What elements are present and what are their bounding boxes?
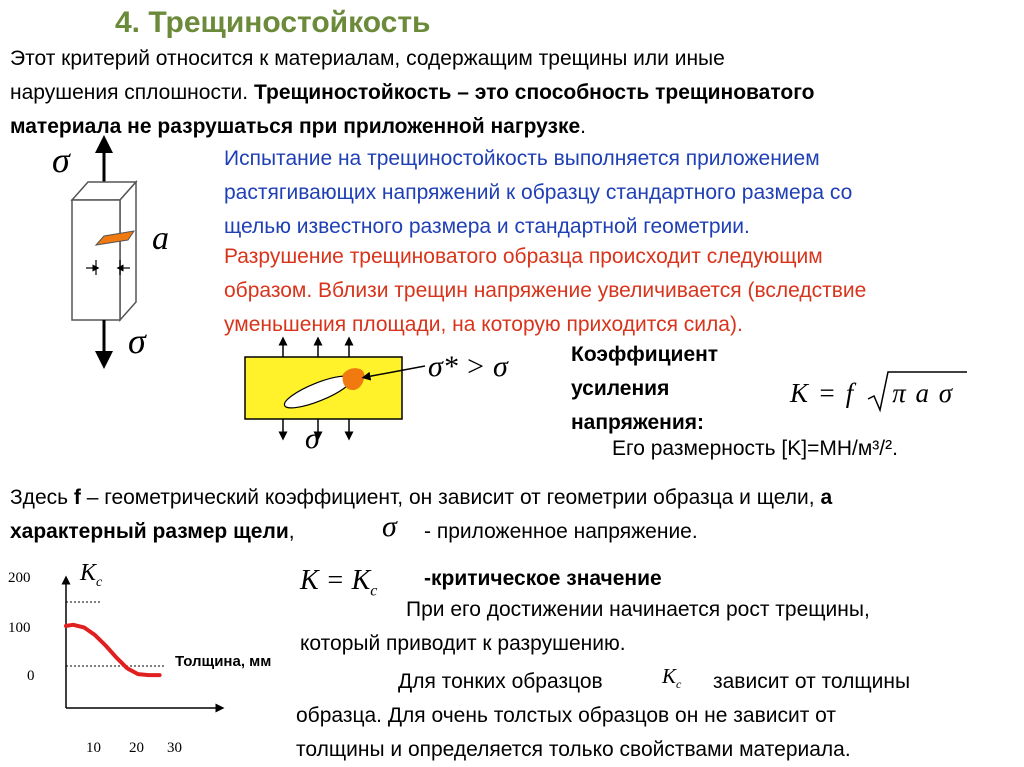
page-title: 4. Трещиностойкость — [115, 6, 431, 39]
critical-line-4: образца. Для очень толстых образцов он не зависит от — [296, 704, 836, 727]
critical-line-5: толщины и определяется только свойствами материала. — [296, 738, 851, 761]
sigma-bottom-label: σ — [128, 321, 146, 361]
y-tick-0: 0 — [27, 668, 35, 684]
blue-text-line-3: щелью известного размера и стандартной геометрии. — [224, 215, 750, 238]
note-line-1: Здесь f – геометрический коэффициент, он зависит от геометрии образца и щели, a — [10, 486, 833, 509]
red-text-line-2: образом. Вблизи трещин напряжение увеличивается (вследствие — [224, 279, 867, 302]
note-line-2-rest: - приложенное напряжение. — [424, 520, 698, 543]
dimension-text: Его размерность [K]=МН/м³/². — [612, 437, 898, 460]
blue-text-line-1: Испытание на трещиностойкость выполняется приложением — [224, 147, 820, 170]
crack-size-label: a — [152, 220, 169, 257]
coefficient-label: Коэффициент усиления напряжения: — [571, 343, 719, 434]
x-tick-20: 20 — [129, 740, 144, 756]
note-sigma: σ — [382, 510, 397, 543]
stress-relation: σ* > σ — [428, 350, 508, 383]
kc-inline: $K_c$ — [662, 664, 682, 692]
chart-x-label: Толщина, мм — [175, 653, 272, 670]
critical-line-1: При его достижении начинается рост трещины, — [406, 598, 870, 621]
blue-text-line-2: растягивающих напряжений к образцу стандартного размера со — [224, 181, 853, 204]
red-text-line-1: Разрушение трещиноватого образца происходит следующим — [224, 245, 823, 268]
x-tick-30: 30 — [167, 740, 182, 756]
y-tick-200: 200 — [8, 570, 31, 586]
note-line-2: характерный размер щели, — [10, 520, 295, 543]
y-tick-100: 100 — [8, 620, 31, 636]
critical-label: -критическое значение — [424, 567, 662, 590]
red-text-line-3: уменьшения площади, на которую приходится сила). — [224, 313, 743, 336]
chart-curve-layer — [66, 625, 160, 675]
chart-y-label: $K_c$ — [80, 560, 103, 590]
x-tick-10: 10 — [86, 740, 101, 756]
coefficient-formula: K = f π a σ — [790, 378, 953, 408]
intro-line-3: материала не разрушаться при приложенной нагрузке. — [10, 115, 587, 138]
critical-line-3: Для тонких образцов — [398, 670, 603, 693]
plate-figure — [245, 341, 425, 436]
sigma-top-label: σ — [52, 140, 70, 180]
intro-line-1: Этот критерий относится к материалам, содержащим трещины или иные — [10, 47, 725, 70]
critical-line-2: который приводит к разрушению. — [300, 632, 626, 655]
chart-axes — [66, 580, 220, 708]
intro-line-2: нарушения сплошности. Трещиностойкость – это способность трещиноватого — [10, 81, 815, 104]
plate-sigma-label: σ — [305, 422, 320, 455]
kc-curve — [66, 625, 160, 675]
critical-formula: $K = K_c$ — [300, 565, 378, 600]
specimen-block — [72, 144, 136, 360]
critical-line-3b: зависит от толщины — [713, 670, 911, 693]
